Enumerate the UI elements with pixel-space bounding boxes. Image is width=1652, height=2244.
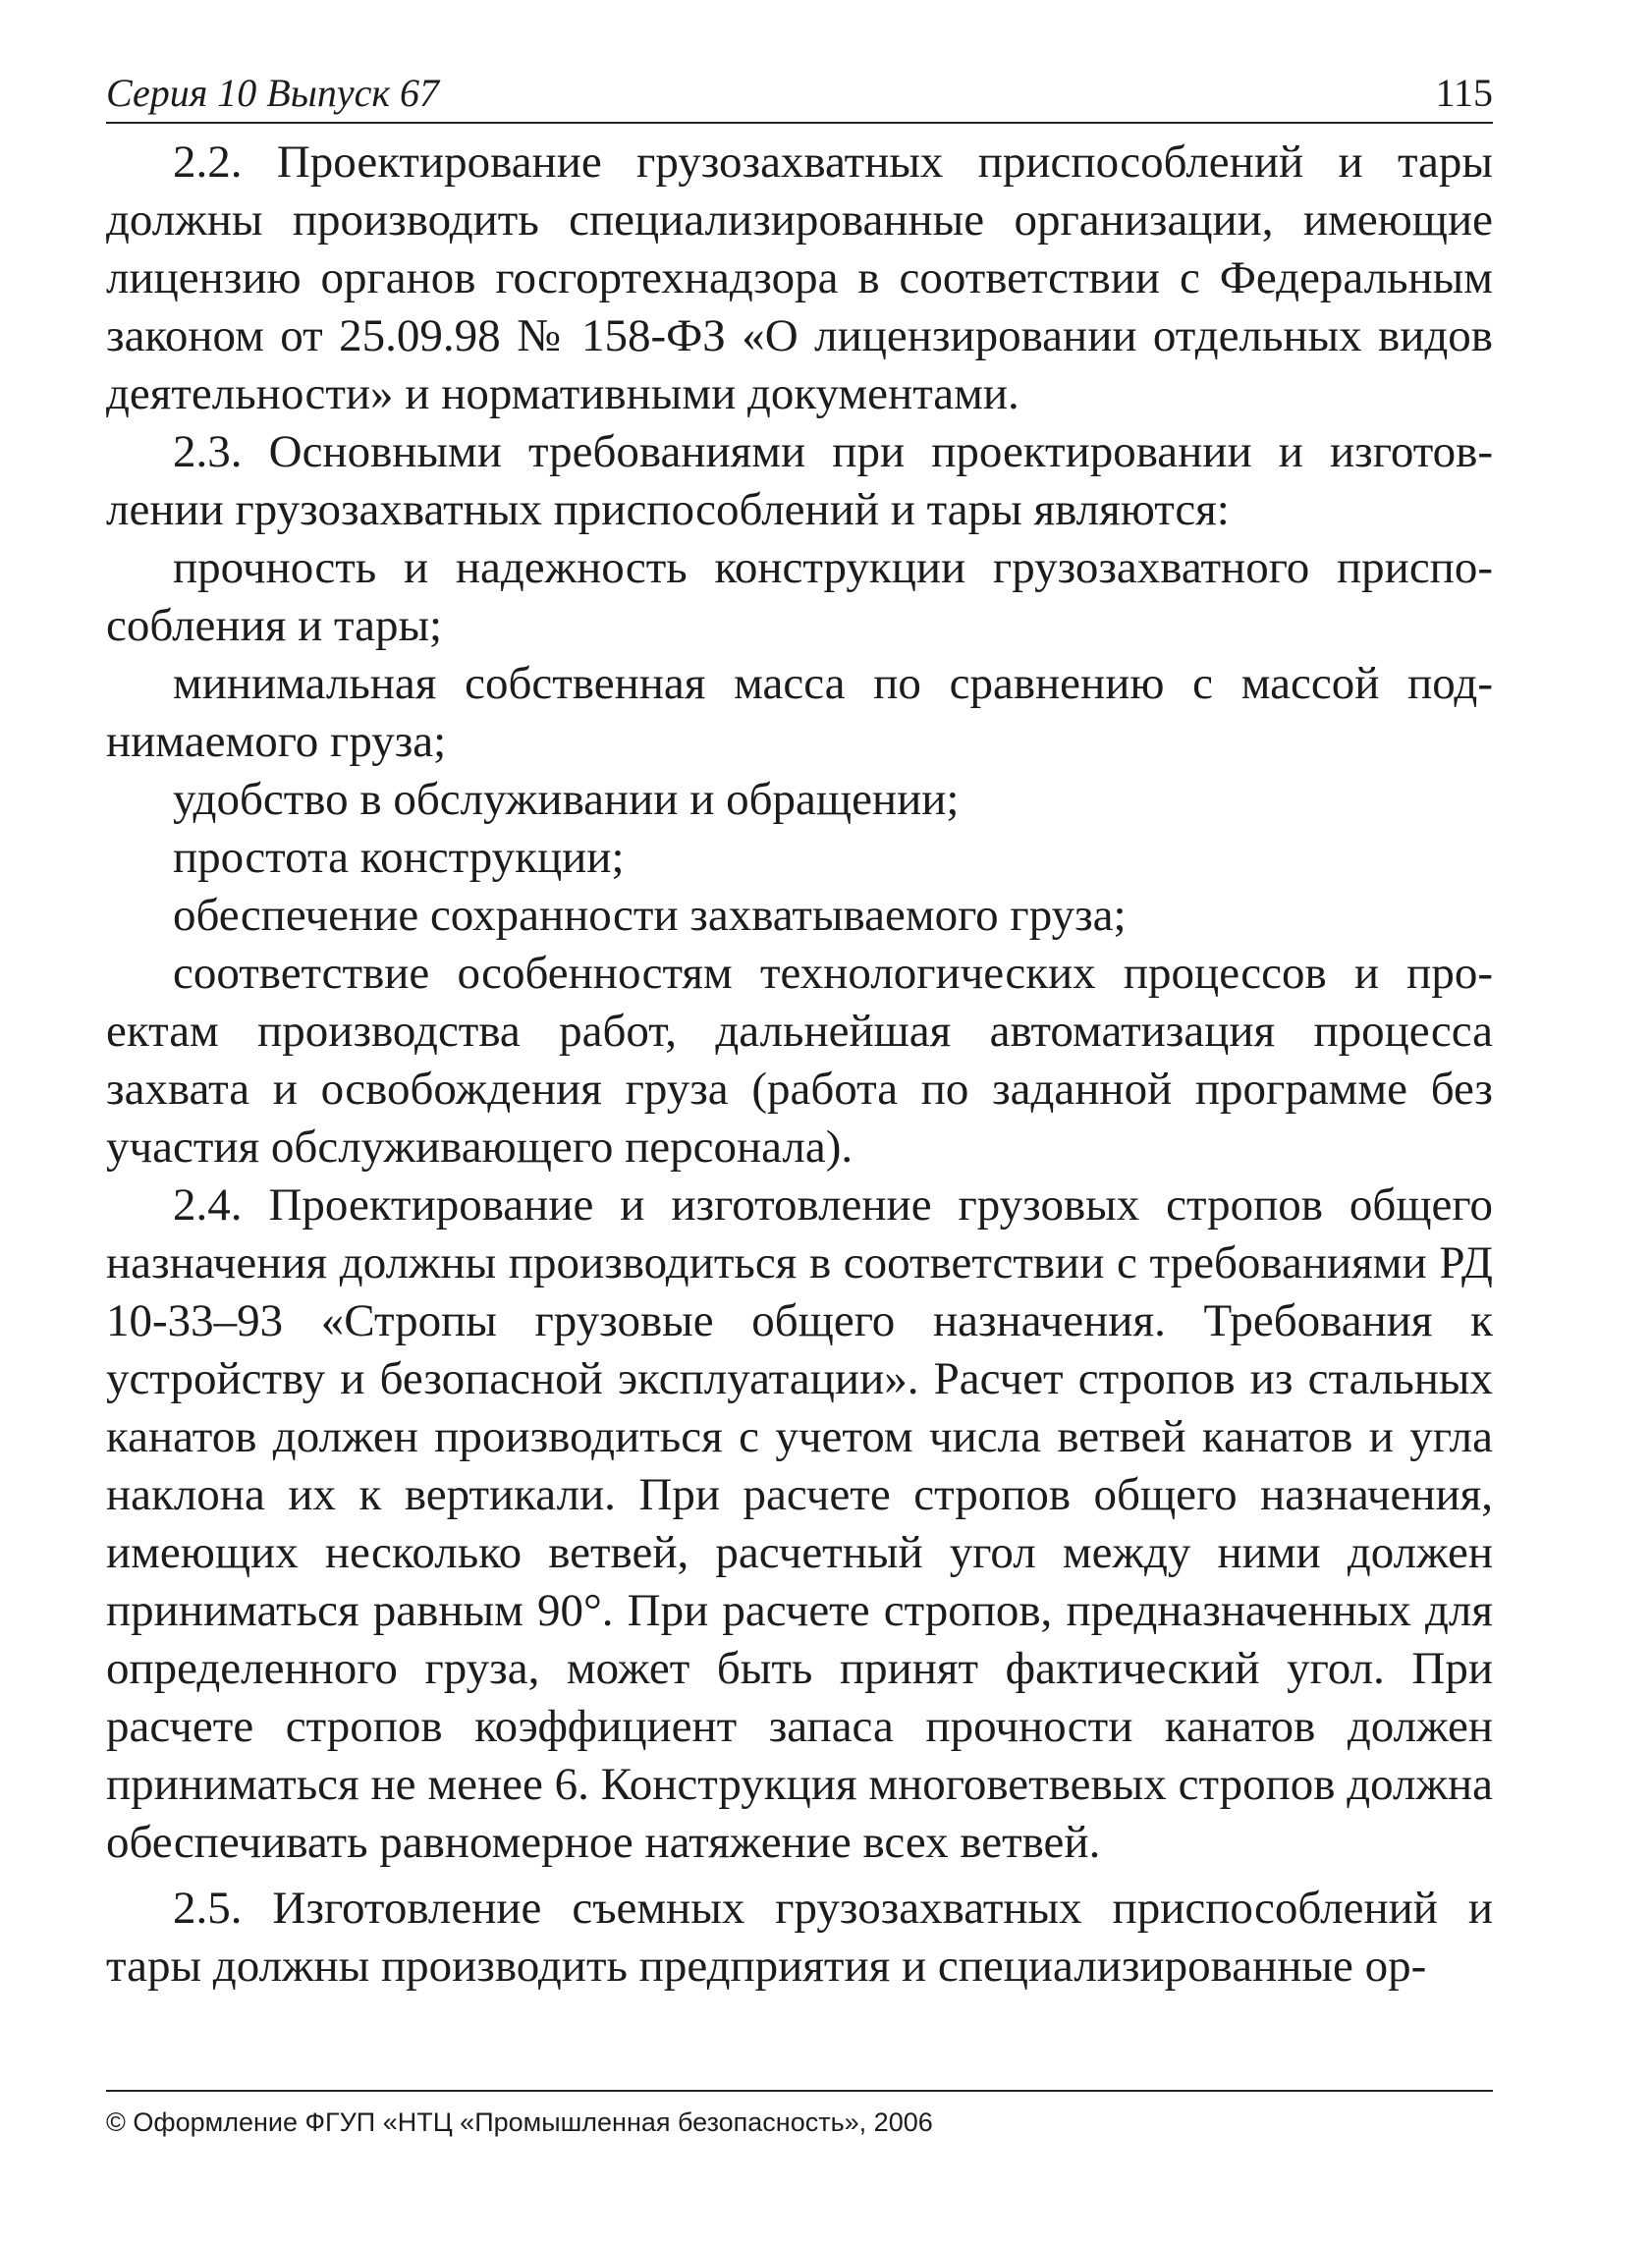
requirement-item: обеспечение сохранности захватываемого груза; bbox=[173, 890, 1127, 941]
requirement-item: соответствие особенностям технологических процессов и проектам производства работ, дальнейшая автоматизация процесса захвата и освобождения груза (работа по заданной программе без участия обслуживающего персонала). bbox=[106, 948, 1493, 1173]
paragraph-2-5: 2.5. Изготовление съемных грузозахватных приспособлений и тары должны производить предприятия и специализированные ор- bbox=[106, 1883, 1493, 1992]
paragraph-2-4: 2.4. Проектирование и изготовление грузовых стропов общего назначения должны производиться в соответствии с требованиями РД 10-33–93 «Стропы грузовые общего назначения. Требования к устройству и безопасной эксплуатации». Расчет стропов из стальных канатов должен производиться с учетом числа ветвей канатов и угла наклона их к вертикали. При расчете стропов общего назначения, имеющих несколько ветвей, расчетный угол между ними должен приниматься равным 90°. При расчете стропов, предназначенных для определенного груза, может быть принят фактический угол. При расчете стропов коэффициент запаса прочности канатов должен приниматься не менее 6. Конструкция многоветвевых стропов должна обеспечивать равномерное натяжение всех ветвей. bbox=[106, 1179, 1493, 1868]
paragraph-2-3: 2.3. Основными требованиями при проектировании и изготовлении грузозахватных приспособлений и тары являются: bbox=[106, 426, 1493, 535]
series-title: Серия 10 Выпуск 67 bbox=[106, 71, 440, 115]
document-page bbox=[106, 69, 1493, 1996]
requirement-item: прочность и надежность конструкции грузозахватного приспособления и тары; bbox=[106, 542, 1493, 651]
running-header bbox=[106, 69, 1493, 124]
footer-copyright: © Оформление ФГУП «НТЦ «Промышленная безопасность», 2006 bbox=[106, 2107, 933, 2137]
paragraph-2-2: 2.2. Проектирование грузозахватных приспособлений и тары должны производить специализированные организации, имеющие лицензию органов госгортехнадзора в соответствии с Федеральным законом от 25.09.98 № 158-ФЗ «О лицензировании отдельных видов деятельности» и нормативными документами. bbox=[106, 137, 1493, 419]
body-text bbox=[106, 134, 1493, 1996]
requirement-item: минимальная собственная масса по сравнению с массой поднимаемого груза; bbox=[106, 658, 1493, 767]
requirement-item: простота конструкции; bbox=[173, 832, 625, 883]
requirement-item: удобство в обслуживании и обращении; bbox=[173, 774, 960, 825]
page-number: 115 bbox=[1435, 71, 1493, 115]
footer-divider bbox=[106, 2090, 1493, 2092]
